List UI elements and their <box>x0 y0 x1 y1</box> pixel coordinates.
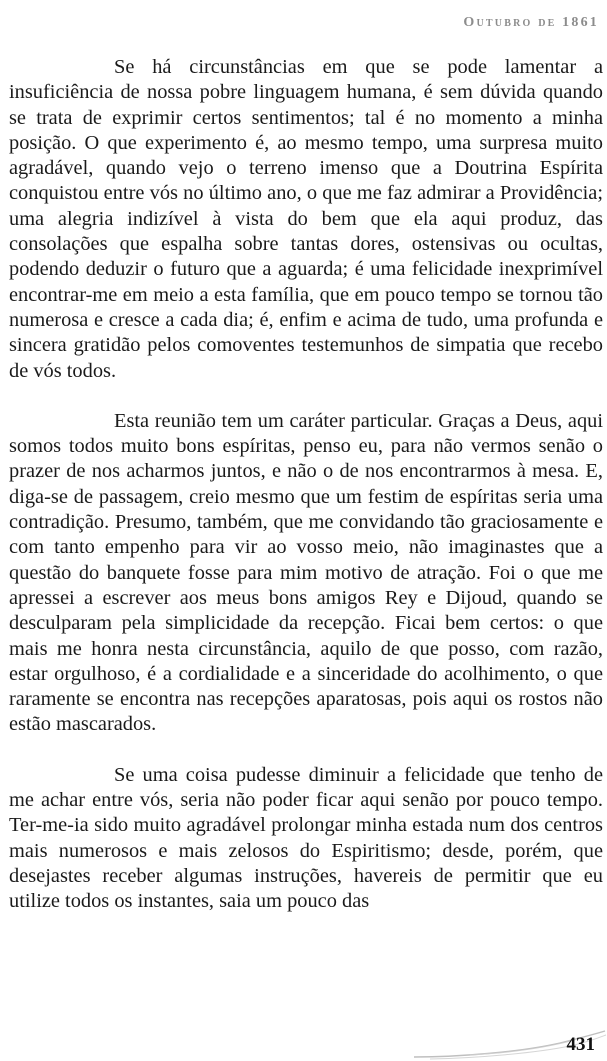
running-header: Outubro de 1861 <box>463 15 599 30</box>
paragraph-3: Se uma coisa pudesse diminuir a felicidade que tenho de me achar entre vós, seria não poder ficar aqui senão por pouco tempo. Ter-me-ia sido muito agradável prolongar minha estada num dos centros mais numerosos e mais zelosos do Espiritismo; desde, porém, que desejastes receber algumas instruções, havereis de permitir que eu utilize todos os instantes, saia um pouco das <box>9 763 603 913</box>
body-text <box>9 55 603 915</box>
page-number: 431 <box>566 1034 595 1055</box>
paragraph-1: Se há circunstâncias em que se pode lamentar a insuficiência de nossa pobre linguagem humana, é sem dúvida quando se trata de exprimir certos sentimentos; tal é no momento a minha posição. O que experimento é, ao mesmo tempo, uma surpresa muito agradável, quando vejo o terreno imenso que a Doutrina Espírita conquistou entre vós no último ano, o que me faz admirar a Providência; uma alegria indizível à vista do bem que ela aqui produz, das consolações que espalha sobre tantas dores, ostensivas ou ocultas, podendo deduzir o futuro que a aguarda; é uma felicidade inexprimível encontrar-me em meio a esta família, que em pouco tempo se tornou tão numerosa e cresce a cada dia; é, enfim e acima de tudo, uma profunda e sincera gratidão pelos comoventes testemunhos de simpatia que recebo de vós todos. <box>9 56 603 382</box>
paragraph-2: Esta reunião tem um caráter particular. Graças a Deus, aqui somos todos muito bons espíritas, penso eu, para não vermos senão o prazer de nos acharmos juntos, e não o de nos encontrarmos à mesa. E, diga-se de passagem, creio mesmo que um festim de espíritas seria uma contradição. Presumo, também, que me convidando tão graciosamente e com tanto empenho para vir ao vosso meio, não imaginastes que a questão do banquete fosse para mim motivo de atração. Foi o que me apressei a escrever aos meus bons amigos Rey e Dijoud, quando se desculparam pela simplicidade da recepção. Ficai bem certos: o que mais me honra nesta circunstância, aquilo de que posso, com razão, estar orgulhoso, é a cordialidade e a sinceridade do acolhimento, o que raramente se encontra nas recepções aparatosas, pois aqui os rostos não estão mascarados. <box>9 409 603 736</box>
